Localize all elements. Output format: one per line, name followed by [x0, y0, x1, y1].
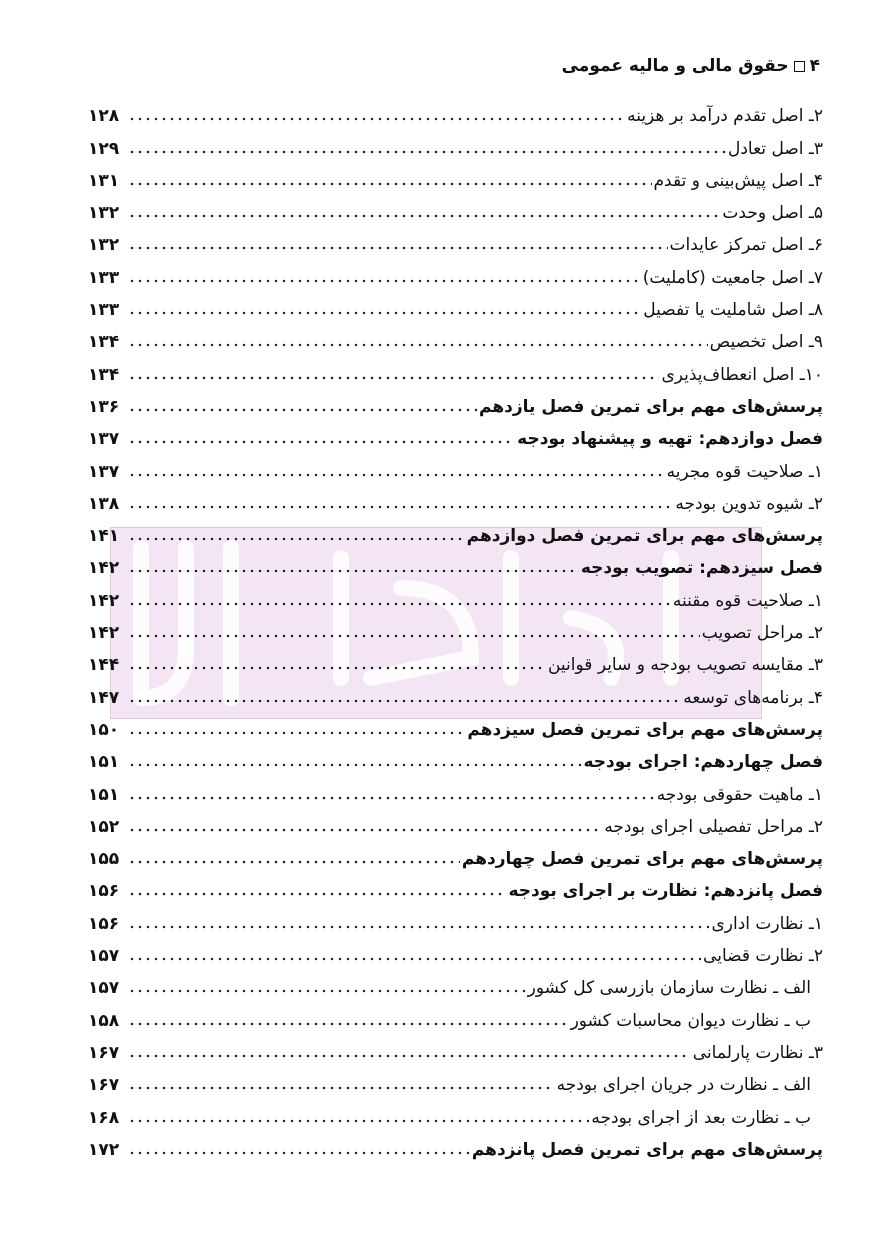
- toc-entry-page: ۱۳۲: [88, 203, 120, 224]
- toc-entry-page: ۱۴۷: [88, 687, 120, 708]
- toc-entry-page: ۱۳۲: [88, 235, 120, 256]
- leader-dots: [128, 698, 681, 704]
- toc-entry-title: ۳ـ مقایسه تصویب بودجه و سایر قوانین: [547, 655, 823, 676]
- toc-entry[interactable]: [88, 128, 823, 160]
- toc-entry-title: ۱ـ نظارت اداری: [711, 913, 823, 934]
- toc-entry[interactable]: [88, 807, 823, 839]
- toc-entry-page: ۱۲۹: [88, 138, 120, 159]
- toc-entry-page: ۱۵۸: [88, 1010, 120, 1031]
- leader-dots: [128, 245, 668, 251]
- leader-dots: [128, 149, 726, 155]
- toc-entry-title: ۶ـ اصل تمرکز عایدات: [669, 235, 823, 256]
- toc-entry-title: الف ـ نظارت سازمان بازرسی کل کشور: [527, 978, 811, 999]
- leader-dots: [128, 536, 465, 542]
- toc-entry[interactable]: [88, 1000, 823, 1032]
- toc-entry-title: پرسش‌های مهم برای تمرین فصل سیزدهم: [467, 719, 823, 740]
- toc-entry-title: ب ـ نظارت دیوان محاسبات کشور: [570, 1010, 811, 1031]
- running-header: [562, 56, 820, 76]
- toc-entry-page: ۱۶۸: [88, 1107, 120, 1128]
- toc-entry-page: ۱۵۶: [88, 881, 120, 902]
- leader-dots: [128, 795, 655, 801]
- toc-entry-page: ۱۴۱: [88, 526, 120, 547]
- toc-entry[interactable]: [88, 645, 823, 677]
- leader-dots: [128, 504, 673, 510]
- leader-dots: [128, 213, 720, 219]
- leader-dots: [128, 181, 652, 187]
- toc-entry-title: پرسش‌های مهم برای تمرین فصل دوازدهم: [466, 526, 823, 547]
- leader-dots: [128, 278, 641, 284]
- toc-entry-title: ۴ـ برنامه‌های توسعه: [683, 687, 823, 708]
- toc-entry-title: ۸ـ اصل شاملیت یا تفصیل: [643, 300, 823, 321]
- toc-entry-page: ۱۳۳: [88, 300, 120, 321]
- toc-entry[interactable]: [88, 580, 823, 612]
- toc-entry-title: ۱ـ ماهیت حقوقی بودجه: [656, 784, 823, 805]
- toc-entry-page: ۱۵۷: [88, 946, 120, 967]
- toc-entry-title: فصل چهاردهم: اجرای بودجه: [583, 752, 823, 773]
- toc-entry-page: ۱۵۱: [88, 752, 120, 773]
- toc-entry-page: ۱۲۸: [88, 106, 120, 127]
- toc-entry-page: ۱۶۷: [88, 1075, 120, 1096]
- toc-entry[interactable]: [88, 613, 823, 645]
- toc-entry-title: ۲ـ نظارت قضایی: [703, 946, 823, 967]
- leader-dots: [128, 1085, 555, 1091]
- toc-entry[interactable]: [88, 290, 823, 322]
- toc-entry-page: ۱۳۷: [88, 429, 120, 450]
- leader-dots: [128, 375, 659, 381]
- toc-entry-page: ۱۵۲: [88, 816, 120, 837]
- toc-entry-page: ۱۳۴: [88, 364, 120, 385]
- toc-entry[interactable]: [88, 968, 823, 1000]
- toc-entry[interactable]: [88, 354, 823, 386]
- toc-entry-title: ۳ـ اصل تعادل: [728, 138, 823, 159]
- toc-entry-title: ب ـ نظارت بعد از اجرای بودجه: [591, 1107, 811, 1128]
- toc-entry[interactable]: [88, 839, 823, 871]
- toc-entry[interactable]: [88, 548, 823, 580]
- toc-entry[interactable]: [88, 677, 823, 709]
- header-page-number: ۴: [809, 56, 820, 76]
- toc-entry[interactable]: [88, 1033, 823, 1065]
- toc-entry-title: پرسش‌های مهم برای تمرین فصل پانزدهم: [471, 1139, 823, 1160]
- toc-entry-title: فصل سیزدهم: تصویب بودجه: [580, 558, 823, 579]
- toc-entry[interactable]: [88, 419, 823, 451]
- toc-entry-title: پرسش‌های مهم برای تمرین فصل یازدهم: [479, 396, 823, 417]
- toc-entry-page: ۱۳۴: [88, 332, 120, 353]
- toc-entry-page: ۱۳۸: [88, 493, 120, 514]
- leader-dots: [128, 956, 701, 962]
- leader-dots: [128, 1021, 569, 1027]
- toc-entry[interactable]: [88, 451, 823, 483]
- toc-entry-page: ۱۳۱: [88, 170, 120, 191]
- toc-entry-page: ۱۳۶: [88, 396, 120, 417]
- toc-entry-page: ۱۷۲: [88, 1139, 120, 1160]
- toc-entry[interactable]: [88, 1065, 823, 1097]
- toc-entry[interactable]: [88, 193, 823, 225]
- toc-entry[interactable]: [88, 96, 823, 128]
- toc-entry-title: ۹ـ اصل تخصیص: [709, 332, 823, 353]
- leader-dots: [128, 665, 546, 671]
- toc-entry[interactable]: [88, 871, 823, 903]
- leader-dots: [128, 762, 582, 768]
- toc-entry-title: ۲ـ مراحل تصویب: [701, 623, 823, 644]
- toc-entry-title: فصل دوازدهم: تهیه و پیشنهاد بودجه: [517, 429, 823, 450]
- toc-entry[interactable]: [88, 1130, 823, 1162]
- toc-entry-title: ۴ـ اصل پیش‌بینی و تقدم: [653, 170, 823, 191]
- toc-entry-page: ۱۵۵: [88, 849, 120, 870]
- toc-entry-page: ۱۴۲: [88, 590, 120, 611]
- leader-dots: [128, 1053, 691, 1059]
- leader-dots: [128, 1118, 589, 1124]
- toc-entry[interactable]: [88, 516, 823, 548]
- toc-entry-page: ۱۴۲: [88, 558, 120, 579]
- toc-entry-title: ۵ـ اصل وحدت: [722, 203, 823, 224]
- leader-dots: [128, 310, 641, 316]
- toc-entry-page: ۱۶۷: [88, 1042, 120, 1063]
- leader-dots: [128, 988, 526, 994]
- toc-entry-title: ۲ـ اصل تقدم درآمد بر هزینه: [627, 106, 823, 127]
- toc-entry-title: الف ـ نظارت در جریان اجرای بودجه: [556, 1075, 811, 1096]
- leader-dots: [128, 730, 465, 736]
- leader-dots: [128, 439, 515, 445]
- toc-entry[interactable]: [88, 742, 823, 774]
- toc-entry-title: ۷ـ اصل جامعیت (کاملیت): [642, 267, 823, 288]
- toc-entry[interactable]: [88, 936, 823, 968]
- toc-entry-page: ۱۳۷: [88, 461, 120, 482]
- toc-entry[interactable]: [88, 225, 823, 257]
- leader-dots: [128, 407, 477, 413]
- header-title: حقوق مالی و مالیه عمومی: [561, 56, 789, 76]
- toc-entry[interactable]: [88, 1097, 823, 1129]
- toc-entry-page: ۱۳۳: [88, 267, 120, 288]
- toc-entry[interactable]: [88, 710, 823, 742]
- toc-entry-title: ۱۰ـ اصل انعطاف‌پذیری: [661, 364, 823, 385]
- leader-dots: [128, 568, 579, 574]
- toc-entry-page: ۱۵۰: [88, 719, 120, 740]
- toc-entry-title: ۱ـ صلاحیت قوه مجریه: [666, 461, 823, 482]
- leader-dots: [128, 924, 709, 930]
- leader-dots: [128, 1150, 470, 1156]
- toc-entry[interactable]: [88, 903, 823, 935]
- leader-dots: [128, 116, 625, 122]
- toc-entry-title: ۲ـ مراحل تفصیلی اجرای بودجه: [604, 816, 823, 837]
- toc-entry-page: ۱۵۱: [88, 784, 120, 805]
- toc-entry-page: ۱۵۶: [88, 913, 120, 934]
- toc-entry-title: ۱ـ صلاحیت قوه مقننه: [672, 590, 823, 611]
- leader-dots: [128, 827, 602, 833]
- leader-dots: [128, 601, 671, 607]
- leader-dots: [128, 472, 665, 478]
- leader-dots: [128, 633, 700, 639]
- leader-dots: [128, 859, 460, 865]
- toc-entry[interactable]: [88, 322, 823, 354]
- toc-entry-page: ۱۵۷: [88, 978, 120, 999]
- square-bullet-icon: [794, 61, 805, 72]
- toc-entry-title: پرسش‌های مهم برای تمرین فصل چهاردهم: [461, 849, 823, 870]
- leader-dots: [128, 891, 506, 897]
- toc-entry[interactable]: [88, 257, 823, 289]
- toc-entry-title: ۲ـ شیوه تدوین بودجه: [675, 493, 823, 514]
- toc-entry-title: فصل پانزدهم: نظارت بر اجرای بودجه: [508, 881, 823, 902]
- toc-entry[interactable]: [88, 161, 823, 193]
- toc-entry-page: ۱۴۲: [88, 623, 120, 644]
- leader-dots: [128, 342, 708, 348]
- toc-entry[interactable]: [88, 774, 823, 806]
- toc-entry-page: ۱۴۴: [88, 655, 120, 676]
- toc-entry-title: ۳ـ نظارت پارلمانی: [692, 1042, 823, 1063]
- toc-entry[interactable]: [88, 484, 823, 516]
- toc-entry[interactable]: [88, 387, 823, 419]
- table-of-contents: [88, 96, 823, 1162]
